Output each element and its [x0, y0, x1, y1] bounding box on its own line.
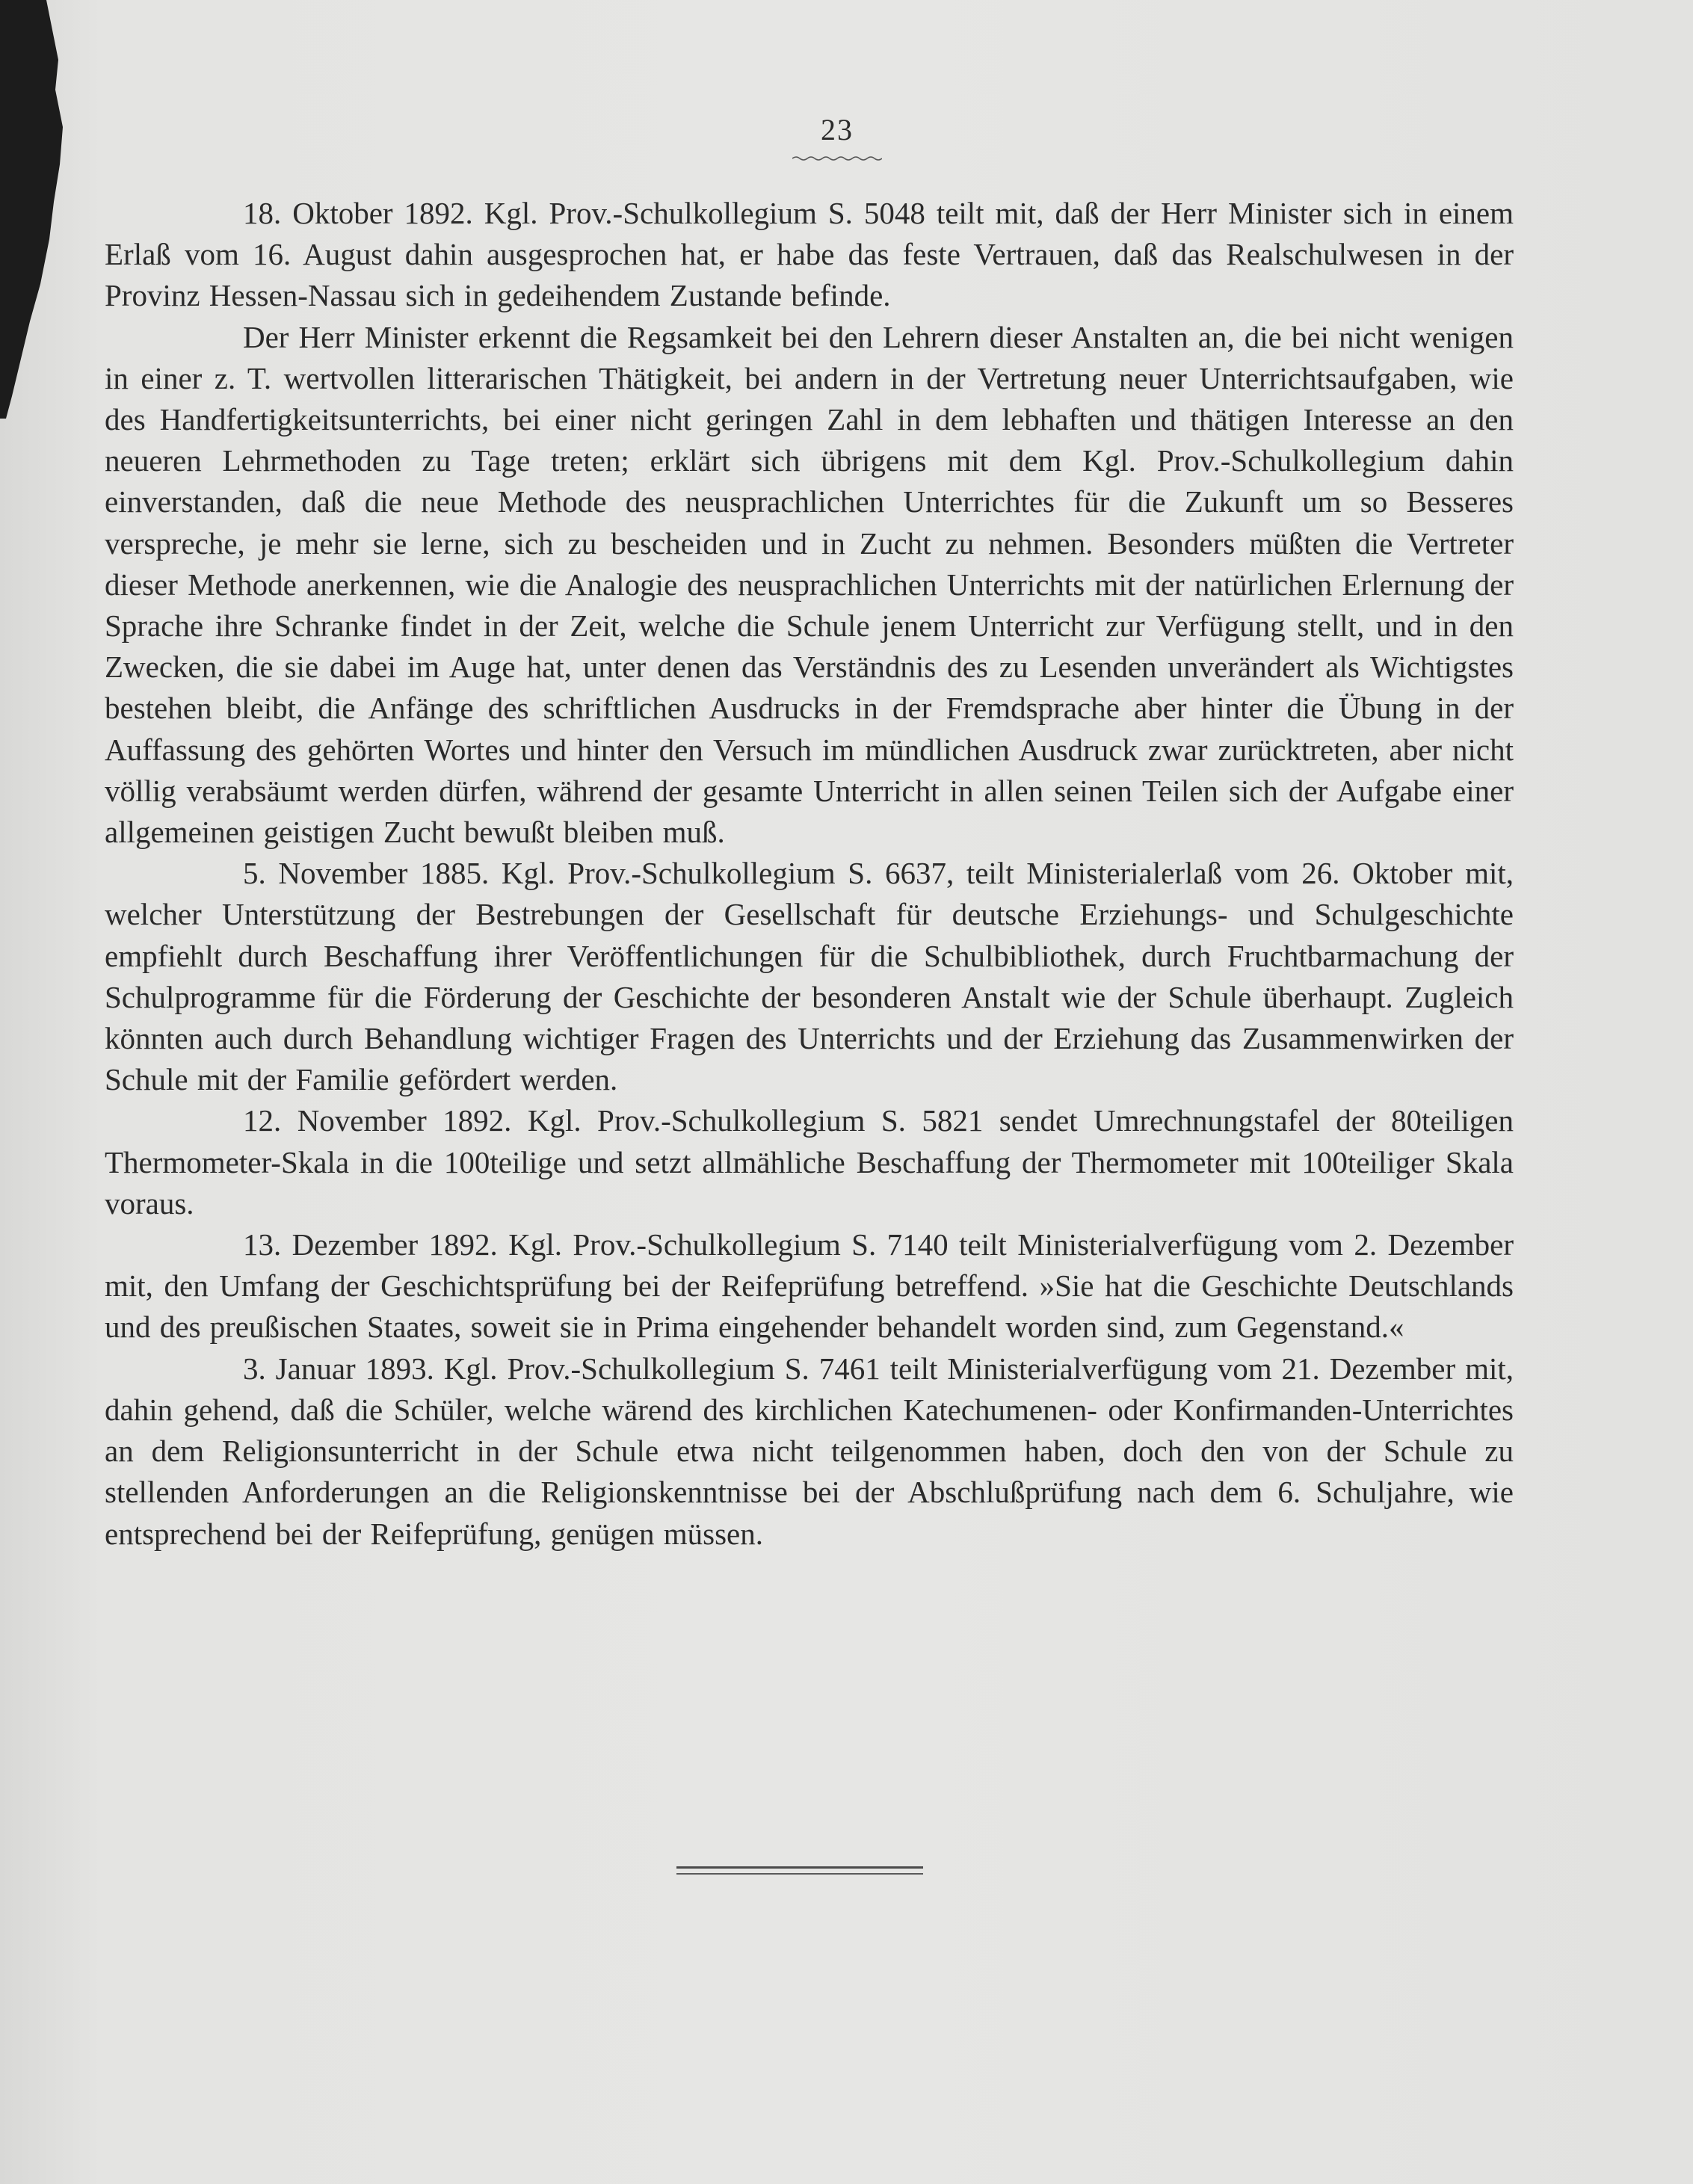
paragraph-5: 13. Dezember 1892. Kgl. Prov.-Schulkollegium S. 7140 teilt Ministerialverfügung vom 2. Dezember mit, den Umfang der Geschichtsprüfung bei der Reifeprüfung betreffend. »Sie hat die Geschichte Deutschlands und des preußischen Staates, soweit sie in Prima eingehender behandelt worden sind, zum Gegenstand.«: [105, 1227, 1514, 1345]
paragraph-1: 18. Oktober 1892. Kgl. Prov.-Schulkollegium S. 5048 teilt mit, daß der Herr Minister sich in einem Erlaß vom 16. August dahin ausgesprochen hat, er habe das feste Vertrauen, daß das Realschulwesen in der Provinz Hessen-Nassau sich in gedeihendem Zustande befinde.: [105, 196, 1514, 313]
body-text: [105, 193, 1514, 1555]
paragraph-6: 3. Januar 1893. Kgl. Prov.-Schulkollegium S. 7461 teilt Ministerialverfügung vom 21. Dezember mit, dahin gehend, daß die Schüler, welche wärend des kirchlichen Katechumenen- oder Konfirmanden-Unterrichtes an dem Religionsunterricht in der Schule etwa nicht teilgenommen haben, doch den von der Schule zu stellenden Anforderungen an die Religionskenntnisse bei der Abschlußprüfung nach dem 6. Schuljahre, wie entsprechend bei der Reifeprüfung, genügen müssen.: [105, 1351, 1514, 1551]
end-rule-top: [676, 1866, 923, 1869]
end-rule-bottom: [676, 1873, 923, 1875]
paragraph-4: 12. November 1892. Kgl. Prov.-Schulkollegium S. 5821 sendet Umrechnungstafel der 80teiligen Thermometer-Skala in die 100teilige und setzt allmähliche Beschaffung der Thermometer mit 100teiliger Skala voraus.: [105, 1103, 1514, 1221]
paragraph-2: Der Herr Minister erkennt die Regsamkeit bei den Lehrern dieser Anstalten an, die bei nicht wenigen in einer z. T. wertvollen litterarischen Thätigkeit, bei andern in der Vertretung neuer Unterrichtsaufgaben, wie des Handfertigkeitsunterrichts, bei einer nicht geringen Zahl in dem lebhaften und thätigen Interesse an den neueren Lehrmethoden zu Tage treten; erklärt sich übrigens mit dem Kgl. Prov.-Schulkollegium dahin einverstanden, daß die neue Methode des neusprachlichen Unterrichtes für die Zukunft um so Besseres verspreche, je mehr sie lerne, sich zu bescheiden und in Zucht zu nehmen. Besonders müßten die Vertreter dieser Methode anerkennen, wie die Analogie des neusprachlichen Unterrichts mit der natürlichen Erlernung der Sprache ihre Schranke findet in der Zeit, welche die Schule jenem Unterricht zur Verfügung stellt, und in den Zwecken, die sie dabei im Auge hat, unter denen das Verständnis des zu Lesenden unverändert als Wichtigstes bestehen bleibt, die Anfänge des schriftlichen Ausdrucks in der Fremdsprache aber hinter die Übung in der Auffassung des gehörten Wortes und hinter den Versuch im mündlichen Ausdruck zwar zurücktreten, aber nicht völlig verabsäumt werden dürfen, während der gesamte Unterricht in allen seinen Teilen sich der Aufgabe einer allgemeinen geistigen Zucht bewußt bleiben muß.: [105, 319, 1514, 850]
torn-page-edge: [0, 0, 82, 419]
page-number-wavy-rule: [792, 155, 882, 161]
page-number: 23: [821, 113, 854, 146]
paragraph-3: 5. November 1885. Kgl. Prov.-Schulkollegium S. 6637, teilt Ministerialerlaß vom 26. Oktober mit, welcher Unterstützung der Bestrebungen der Gesellschaft für deutsche Erziehungs- und Schulgeschichte empfiehlt durch Beschaffung ihrer Veröffentlichungen für die Schulbibliothek, durch Fruchtbarmachung der Schulprogramme für die Förderung der Geschichte der besonderen Anstalt wie der Schule überhaupt. Zugleich könnten auch durch Behandlung wichtiger Fragen des Unterrichts und der Erziehung das Zusammenwirken der Schule mit der Familie gefördert werden.: [105, 856, 1514, 1097]
